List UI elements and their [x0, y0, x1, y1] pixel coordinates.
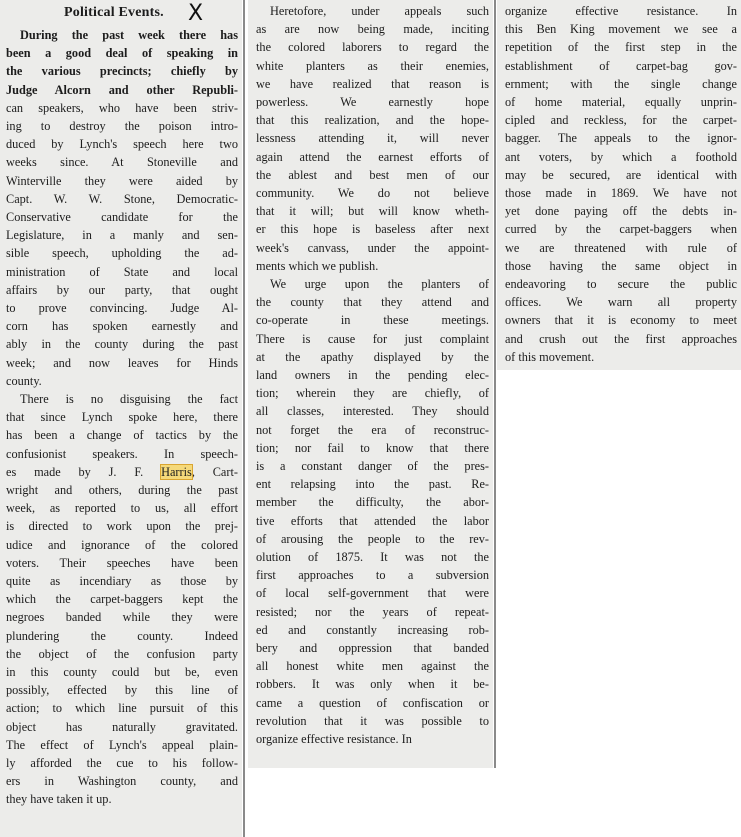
article-text-line: There is cause for just complaint: [256, 332, 489, 346]
article-column-3: [497, 0, 741, 370]
article-text-line: yet done paying off the debts in-: [505, 204, 737, 218]
article-text-line: and crush out the first approaches: [505, 332, 737, 346]
article-text-line: object has naturally gravitated.: [6, 720, 238, 734]
article-column-1: [0, 0, 242, 837]
article-text-line: negroes banded while they were: [6, 610, 238, 624]
article-text-line: We urge upon the planters of: [270, 277, 489, 291]
article-text-line: Heretofore, under appeals such: [270, 4, 489, 18]
article-text-line: voters. Their speeches have been: [6, 556, 238, 570]
article-text-line: land owners in the pending elec-: [256, 368, 489, 382]
article-text-line: resisted; nor the years of repeat-: [256, 605, 489, 619]
article-text-line: tive efforts that attended the labor: [256, 514, 489, 528]
article-text-line: weeks since. At Stoneville and: [6, 155, 238, 169]
article-text-line: the various precincts; chiefly by: [6, 64, 238, 78]
article-text-line: organize effective resistance. In: [505, 4, 737, 18]
article-text-line: they have taken it up.: [6, 792, 112, 806]
article-text-line: es made by J. F. Harris, Cart-: [6, 465, 238, 479]
article-text-line: action; to which line pursuit of this: [6, 701, 238, 715]
article-text-line: of local self-government that were: [256, 586, 489, 600]
article-text-line: all classes, interested. They should: [256, 404, 489, 418]
article-text-line: which the carpet-baggers kept the: [6, 592, 238, 606]
article-text-line: Capt. W. W. Stone, Democratic-: [6, 192, 238, 206]
article-text-line: at the apathy displayed by the: [256, 350, 489, 364]
article-text-line: bagger. The appeals to the ignor-: [505, 131, 737, 145]
article-text-line: organize effective resistance. In: [256, 732, 412, 746]
article-text-line: the colored laborers to regard the: [256, 40, 489, 54]
article-text-line: member the difficulty, the abor-: [256, 495, 489, 509]
article-text-line: tion; nor fail to know that there: [256, 441, 489, 455]
article-text-line: The effect of Lynch's appeal plain-: [6, 738, 238, 752]
article-text-line: is directed to work upon the prej-: [6, 519, 238, 533]
article-text-line: During the past week there has: [20, 28, 238, 42]
article-text-line: this Ben King movement we see a: [505, 22, 737, 36]
article-text-line: week, as reported to us, all effort: [6, 501, 238, 515]
article-text-line: bery and oppression that banded: [256, 641, 489, 655]
article-text-line: ministration of State and local: [6, 265, 238, 279]
article-text-line: ly afforded the cue to his follow-: [6, 756, 238, 770]
article-text-line: ing to destroy the poison intro-: [6, 119, 238, 133]
article-text-line: all honest white men against the: [256, 659, 489, 673]
article-text-line: plundering the county. Indeed: [6, 629, 238, 643]
article-text-line: powerless. We earnestly hope: [256, 95, 489, 109]
article-text-line: quite as incendiary as those by: [6, 574, 238, 588]
article-text-line: robbers. It was only when it be-: [256, 677, 489, 691]
article-text-line: olution of 1875. It was not the: [256, 550, 489, 564]
article-text-line: duced by Lynch's speech here two: [6, 137, 238, 151]
article-text-line: revolution that it was possible to: [256, 714, 489, 728]
article-text-line: confusionist speakers. In speech-: [6, 447, 238, 461]
article-text-line: in this county could but be, even: [6, 665, 238, 679]
article-text-line: endeavoring to secure the public: [505, 277, 737, 291]
article-text-line: that since Lynch spoke here, there: [6, 410, 238, 424]
article-text-line: is a constant danger of the pres-: [256, 459, 489, 473]
article-text-line: establishment of carpet-bag gov-: [505, 59, 737, 73]
article-text-line: has been a change of tactics by the: [6, 428, 238, 442]
article-text-line: the county that they attend and: [256, 295, 489, 309]
article-title: Political Events.: [64, 5, 164, 20]
article-column-2: [248, 0, 493, 768]
article-text-line: cipled and reckless, for the carpet-: [505, 113, 737, 127]
article-text-line: of home material, equally unprin-: [505, 95, 737, 109]
article-text-line: There is no disguising the fact: [20, 392, 238, 406]
column-rule: [494, 0, 496, 768]
article-text-line: week; and now leaves for Hinds: [6, 356, 238, 370]
article-text-line: curred by the carpet-baggers when: [505, 222, 737, 236]
article-text-line: may be secured, are identical with: [505, 168, 737, 182]
article-text-line: to prove convincing. Judge Al-: [6, 301, 238, 315]
article-text-line: came a question of confiscation or: [256, 696, 489, 710]
article-text-line: ernment; with the single change: [505, 77, 737, 91]
article-text-line: wright and others, during the past: [6, 483, 238, 497]
article-text-line: ers in Washington county, and: [6, 774, 238, 788]
article-text-line: Legislature, in a manly and sen-: [6, 228, 238, 242]
article-text-line: ed and constantly increasing rob-: [256, 623, 489, 637]
article-text-line: Winterville they were aided by: [6, 174, 238, 188]
article-text-line: sible speech, upholding the ad-: [6, 246, 238, 260]
article-text-line: offices. We warn all property: [505, 295, 737, 309]
article-text-line: of arousing the people to the rev-: [256, 532, 489, 546]
article-text-line: of this movement.: [505, 350, 595, 364]
article-text-line: we are threatened with rule of: [505, 241, 737, 255]
article-text-line: the ablest and best men of our: [256, 168, 489, 182]
article-text-line: lessness attending it, will never: [256, 131, 489, 145]
article-text-line: affairs by our party, that ought: [6, 283, 238, 297]
article-text-line: that this realization, and the hope-: [256, 113, 489, 127]
column-rule: [243, 0, 245, 837]
highlighted-word: Harris: [161, 465, 192, 479]
article-text-line: tion; wherein they are chiefly, of: [256, 386, 489, 400]
article-text-line: those having the same object in: [505, 259, 737, 273]
article-text-line: udice and ignorance of the colored: [6, 538, 238, 552]
article-text-line: been a good deal of speaking in: [6, 46, 238, 60]
article-text-line: not forget the era of reconstruc-: [256, 423, 489, 437]
article-text-line: co-operate in these meetings.: [256, 313, 489, 327]
article-text-line: first approaches to a subversion: [256, 568, 489, 582]
article-text-line: can speakers, who have been striv-: [6, 101, 238, 115]
article-text-line: Judge Alcorn and other Republi-: [6, 83, 238, 97]
article-text-line: white planters as their enemies,: [256, 59, 489, 73]
article-text-line: as are now being made, inciting: [256, 22, 489, 36]
article-text-line: county.: [6, 374, 42, 388]
article-text-line: repetition of the first step in the: [505, 40, 737, 54]
article-text-line: we have realized that reason is: [256, 77, 489, 91]
article-text-line: owners that it is economy to meet: [505, 313, 737, 327]
article-text-line: ent relapsing into the past. Re-: [256, 477, 489, 491]
article-text-line: corn has spoken earnestly and: [6, 319, 238, 333]
article-text-line: Conservative candidate for the: [6, 210, 238, 224]
article-text-line: week's canvass, under the appoint-: [256, 241, 489, 255]
article-text-line: ant voters, by which a foothold: [505, 150, 737, 164]
article-text-line: possibly, effected by this line of: [6, 683, 238, 697]
article-text-line: ably in the county during the past: [6, 337, 238, 351]
article-text-line: that it will; but will know wheth-: [256, 204, 489, 218]
article-text-line: again attend the earnest efforts of: [256, 150, 489, 164]
article-text-line: community. We do not believe: [256, 186, 489, 200]
handwritten-x-mark: X: [188, 1, 204, 26]
article-text-line: ments which we publish.: [256, 259, 379, 273]
article-text-line: those made in 1869. We have not: [505, 186, 737, 200]
article-text-line: the object of the confusion party: [6, 647, 238, 661]
article-text-line: er this hope is baseless after next: [256, 222, 489, 236]
